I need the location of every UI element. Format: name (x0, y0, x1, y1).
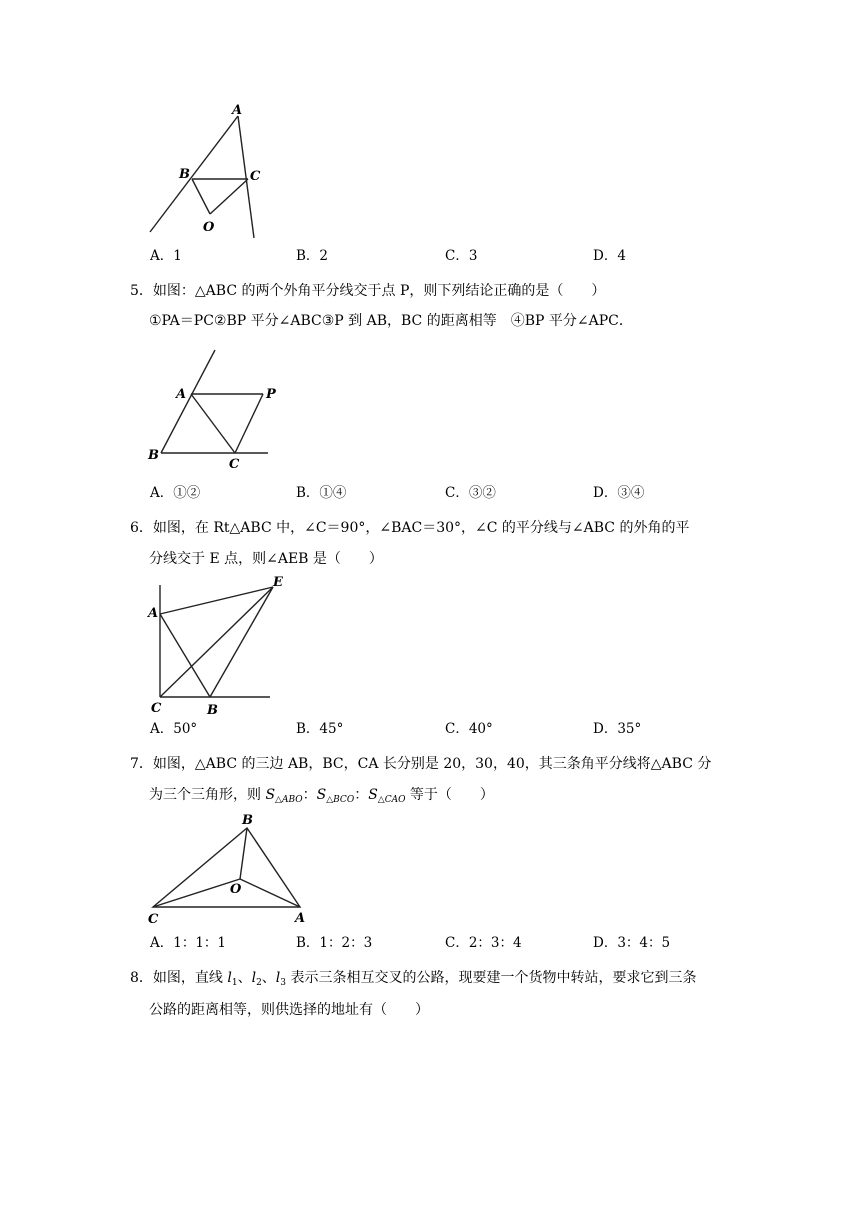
q5-question-line1: 5．如图：△ABC 的两个外角平分线交于点 P，则下列结论正确的是（ ） (130, 283, 606, 299)
q6-option-c: C．40° (445, 721, 493, 737)
q7-question-line1: 7．如图，△ABC 的三边 AB，BC，CA 长分别是 20，30，40，其三条角平分线将△ABC 分 (130, 756, 712, 772)
q8-l1-sub: 1 (231, 978, 238, 988)
q4-option-d: D．4 (593, 248, 626, 264)
q5-option-c: C．③② (445, 485, 496, 501)
q5-label-a: A (176, 387, 187, 402)
q5-label-p: P (266, 387, 276, 402)
q7-area-sub3: △CAO (377, 795, 406, 805)
q7-sep1: ： (302, 787, 317, 803)
q7-area-s2: S (316, 787, 327, 803)
q5-option-a: A．①② (150, 485, 201, 501)
q6-label-e: E (273, 575, 283, 590)
q4-option-a: A．1 (150, 248, 182, 264)
q8-l2-sub: 2 (256, 978, 262, 988)
q7-option-d: D．3：4：5 (593, 935, 671, 951)
q8-l3-sub: 3 (280, 978, 287, 988)
q7-area-sub1: △ABO (275, 795, 303, 805)
q5-question-line2: ①PA＝PC②BP 平分∠ABC③P 到 AB，BC 的距离相等 ④BP 平分∠APC． (149, 313, 633, 329)
q7-sep2: ： (354, 787, 369, 803)
q7-line2-prefix: 为三个三角形，则 (149, 787, 266, 803)
q7-option-b: B．1：2：3 (296, 935, 373, 951)
q6-label-c: C (151, 701, 162, 716)
q8-line1-prefix: 8．如图，直线 (130, 970, 228, 986)
q8-sep2: 、 (261, 970, 276, 986)
q7-area-s1: S (265, 787, 276, 803)
q5-label-b: B (148, 448, 159, 463)
q6-option-a: A．50° (150, 721, 198, 737)
q5-option-d: D．③④ (593, 485, 645, 501)
q8-sep1: 、 (237, 970, 252, 986)
q7-area-s3: S (368, 787, 378, 803)
q7-segment-co (153, 879, 240, 907)
q5-option-b: B．①④ (296, 485, 347, 501)
q7-option-c: C．2：3：4 (445, 935, 522, 951)
q4-label-a: A (232, 103, 243, 118)
q6-label-a: A (148, 606, 159, 621)
q7-label-c: C (148, 912, 159, 927)
q8-l3: l (275, 970, 281, 986)
q6-label-b: B (207, 703, 218, 718)
q7-line2-suffix: 等于（ ） (405, 787, 494, 803)
q8-l1: l (227, 970, 232, 986)
q4-label-b: B (179, 167, 190, 182)
q7-label-a: A (295, 911, 306, 926)
q7-area-sub2: △BCO (326, 795, 355, 805)
q6-option-d: D．35° (593, 721, 642, 737)
q8-l2: l (251, 970, 257, 986)
q7-triangle-abc (153, 828, 300, 907)
q8-question-line2: 公路的距离相等，则供选择的地址有（ ） (149, 1002, 429, 1018)
q7-segment-bo (240, 828, 247, 879)
q7-label-b: B (242, 813, 253, 828)
q4-option-b: B．2 (296, 248, 329, 264)
q7-option-a: A．1：1：1 (150, 935, 227, 951)
q8-line1-suffix: 表示三条相互交叉的公路，现要建一个货物中转站，要求它到三条 (286, 970, 697, 986)
q6-question-line2: 分线交于 E 点，则∠AEB 是（ ） (149, 551, 383, 567)
q5-label-c: C (229, 457, 240, 472)
q6-question-line1: 6．如图，在 Rt△ABC 中，∠C＝90°，∠BAC＝30°，∠C 的平分线与∠ABC 的外角的平 (130, 520, 690, 536)
q4-label-c: C (250, 169, 261, 184)
q4-option-c: C．3 (445, 248, 478, 264)
q7-label-o: O (230, 882, 242, 897)
q8-question-line1 (130, 968, 696, 993)
q6-option-b: B．45° (296, 721, 344, 737)
q4-label-o: O (203, 220, 215, 235)
